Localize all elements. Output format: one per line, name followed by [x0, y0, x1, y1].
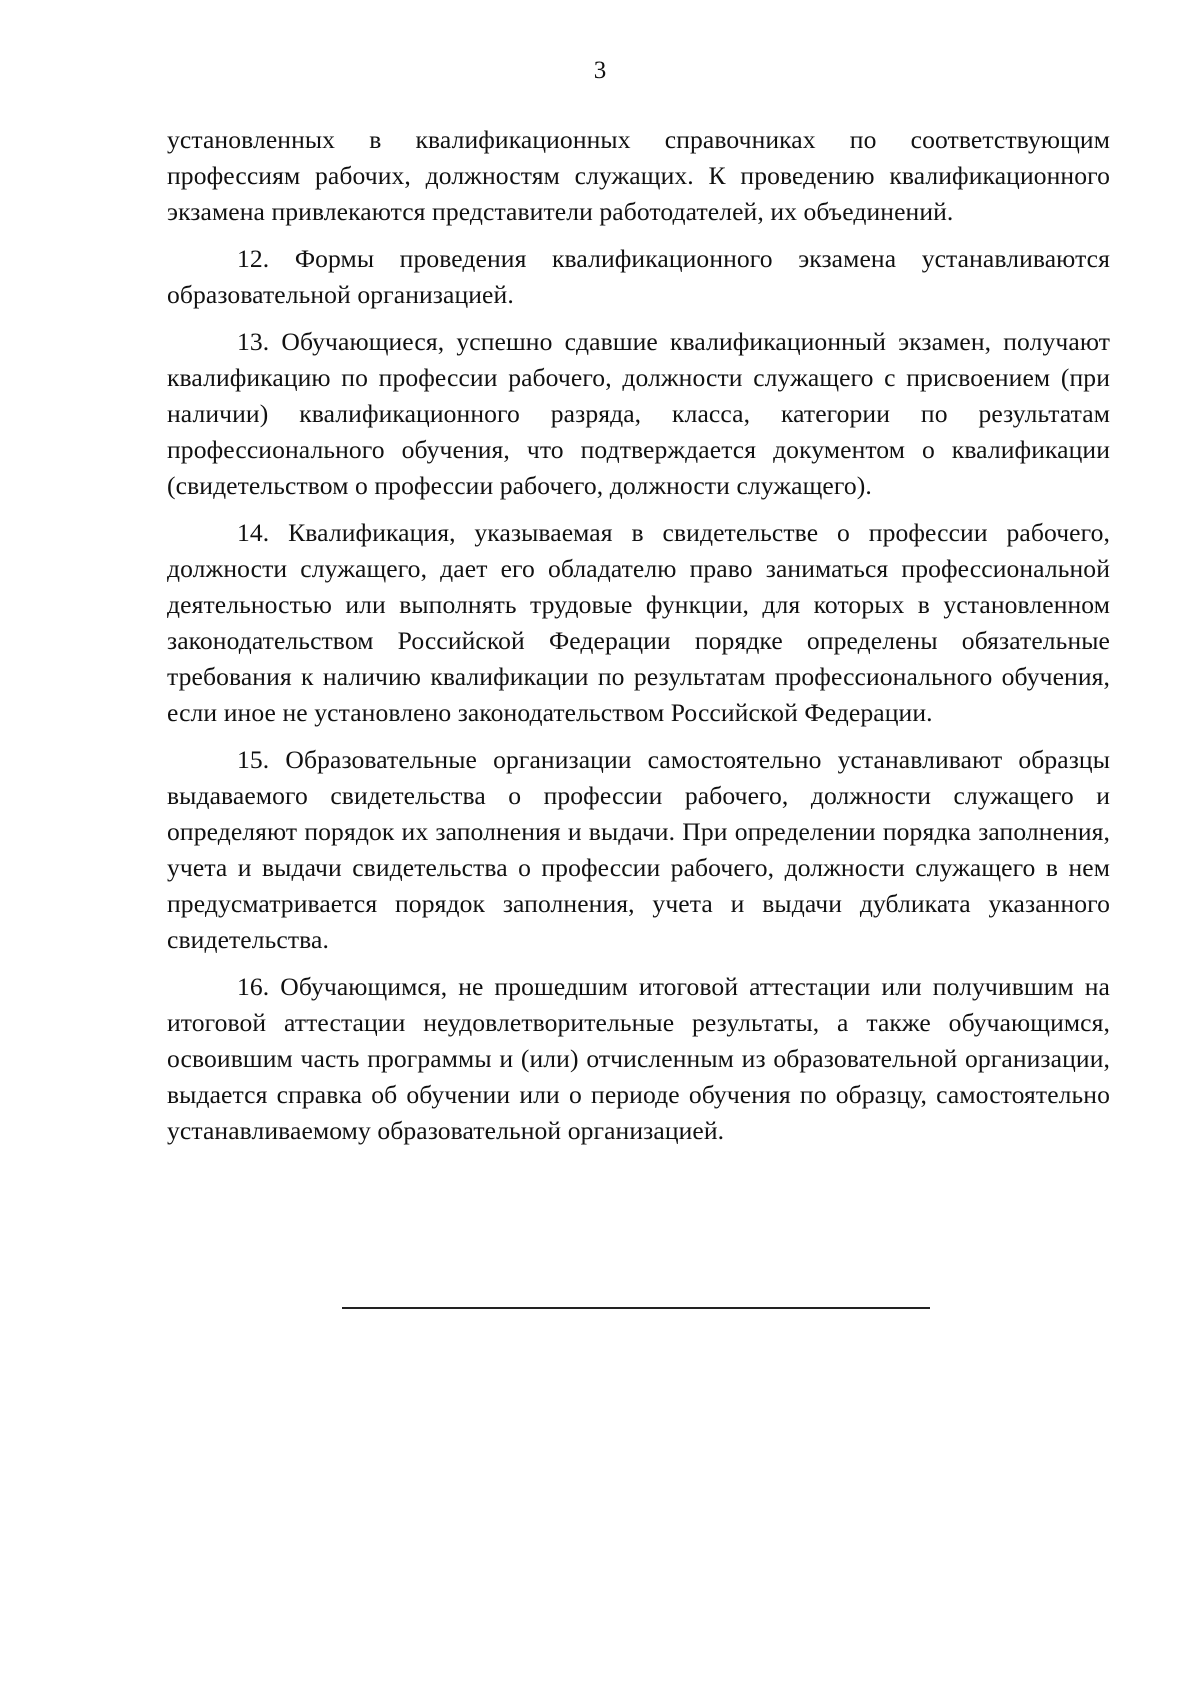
- paragraph-14: 14. Квалификация, указываемая в свидетельстве о профессии рабочего, должности служащего, дает его обладателю право заниматься профессиональной деятельностью или выполнять трудовые функции, для которых в установленном законодательством Российской Федерации порядке определены обязательные требования к наличию квалификации по результатам профессионального обучения, если иное не установлено законодательством Российской Федерации.: [167, 518, 1110, 727]
- paragraph-12: 12. Формы проведения квалификационного экзамена устанавливаются образовательной организацией.: [167, 244, 1110, 309]
- paragraph-continuation: установленных в квалификационных справочниках по соответствующим профессиям рабочих, должностям служащих. К проведению квалификационного экзамена привлекаются представители работодателей, их объединений.: [167, 125, 1110, 226]
- document-body: [167, 122, 1110, 1160]
- paragraph-15: 15. Образовательные организации самостоятельно устанавливают образцы выдаваемого свидетельства о профессии рабочего, должности служащего и определяют порядок их заполнения и выдачи. При определении порядка заполнения, учета и выдачи свидетельства о профессии рабочего, должности служащего в нем предусматривается порядок заполнения, учета и выдачи дубликата указанного свидетельства.: [167, 745, 1110, 954]
- page-number: 3: [593, 57, 607, 84]
- paragraph-13: 13. Обучающиеся, успешно сдавшие квалификационный экзамен, получают квалификацию по профессии рабочего, должности служащего с присвоением (при наличии) квалификационного разряда, класса, категории по результатам профессионального обучения, что подтверждается документом о квалификации (свидетельством о профессии рабочего, должности служащего).: [167, 327, 1110, 500]
- paragraph-16: 16. Обучающимся, не прошедшим итоговой аттестации или получившим на итоговой аттестации неудовлетворительные результаты, а также обучающимся, освоившим часть программы и (или) отчисленным из образовательной организации, выдается справка об обучении или о периоде обучения по образцу, самостоятельно устанавливаемому образовательной организацией.: [167, 972, 1110, 1145]
- end-of-document-rule: [342, 1307, 930, 1309]
